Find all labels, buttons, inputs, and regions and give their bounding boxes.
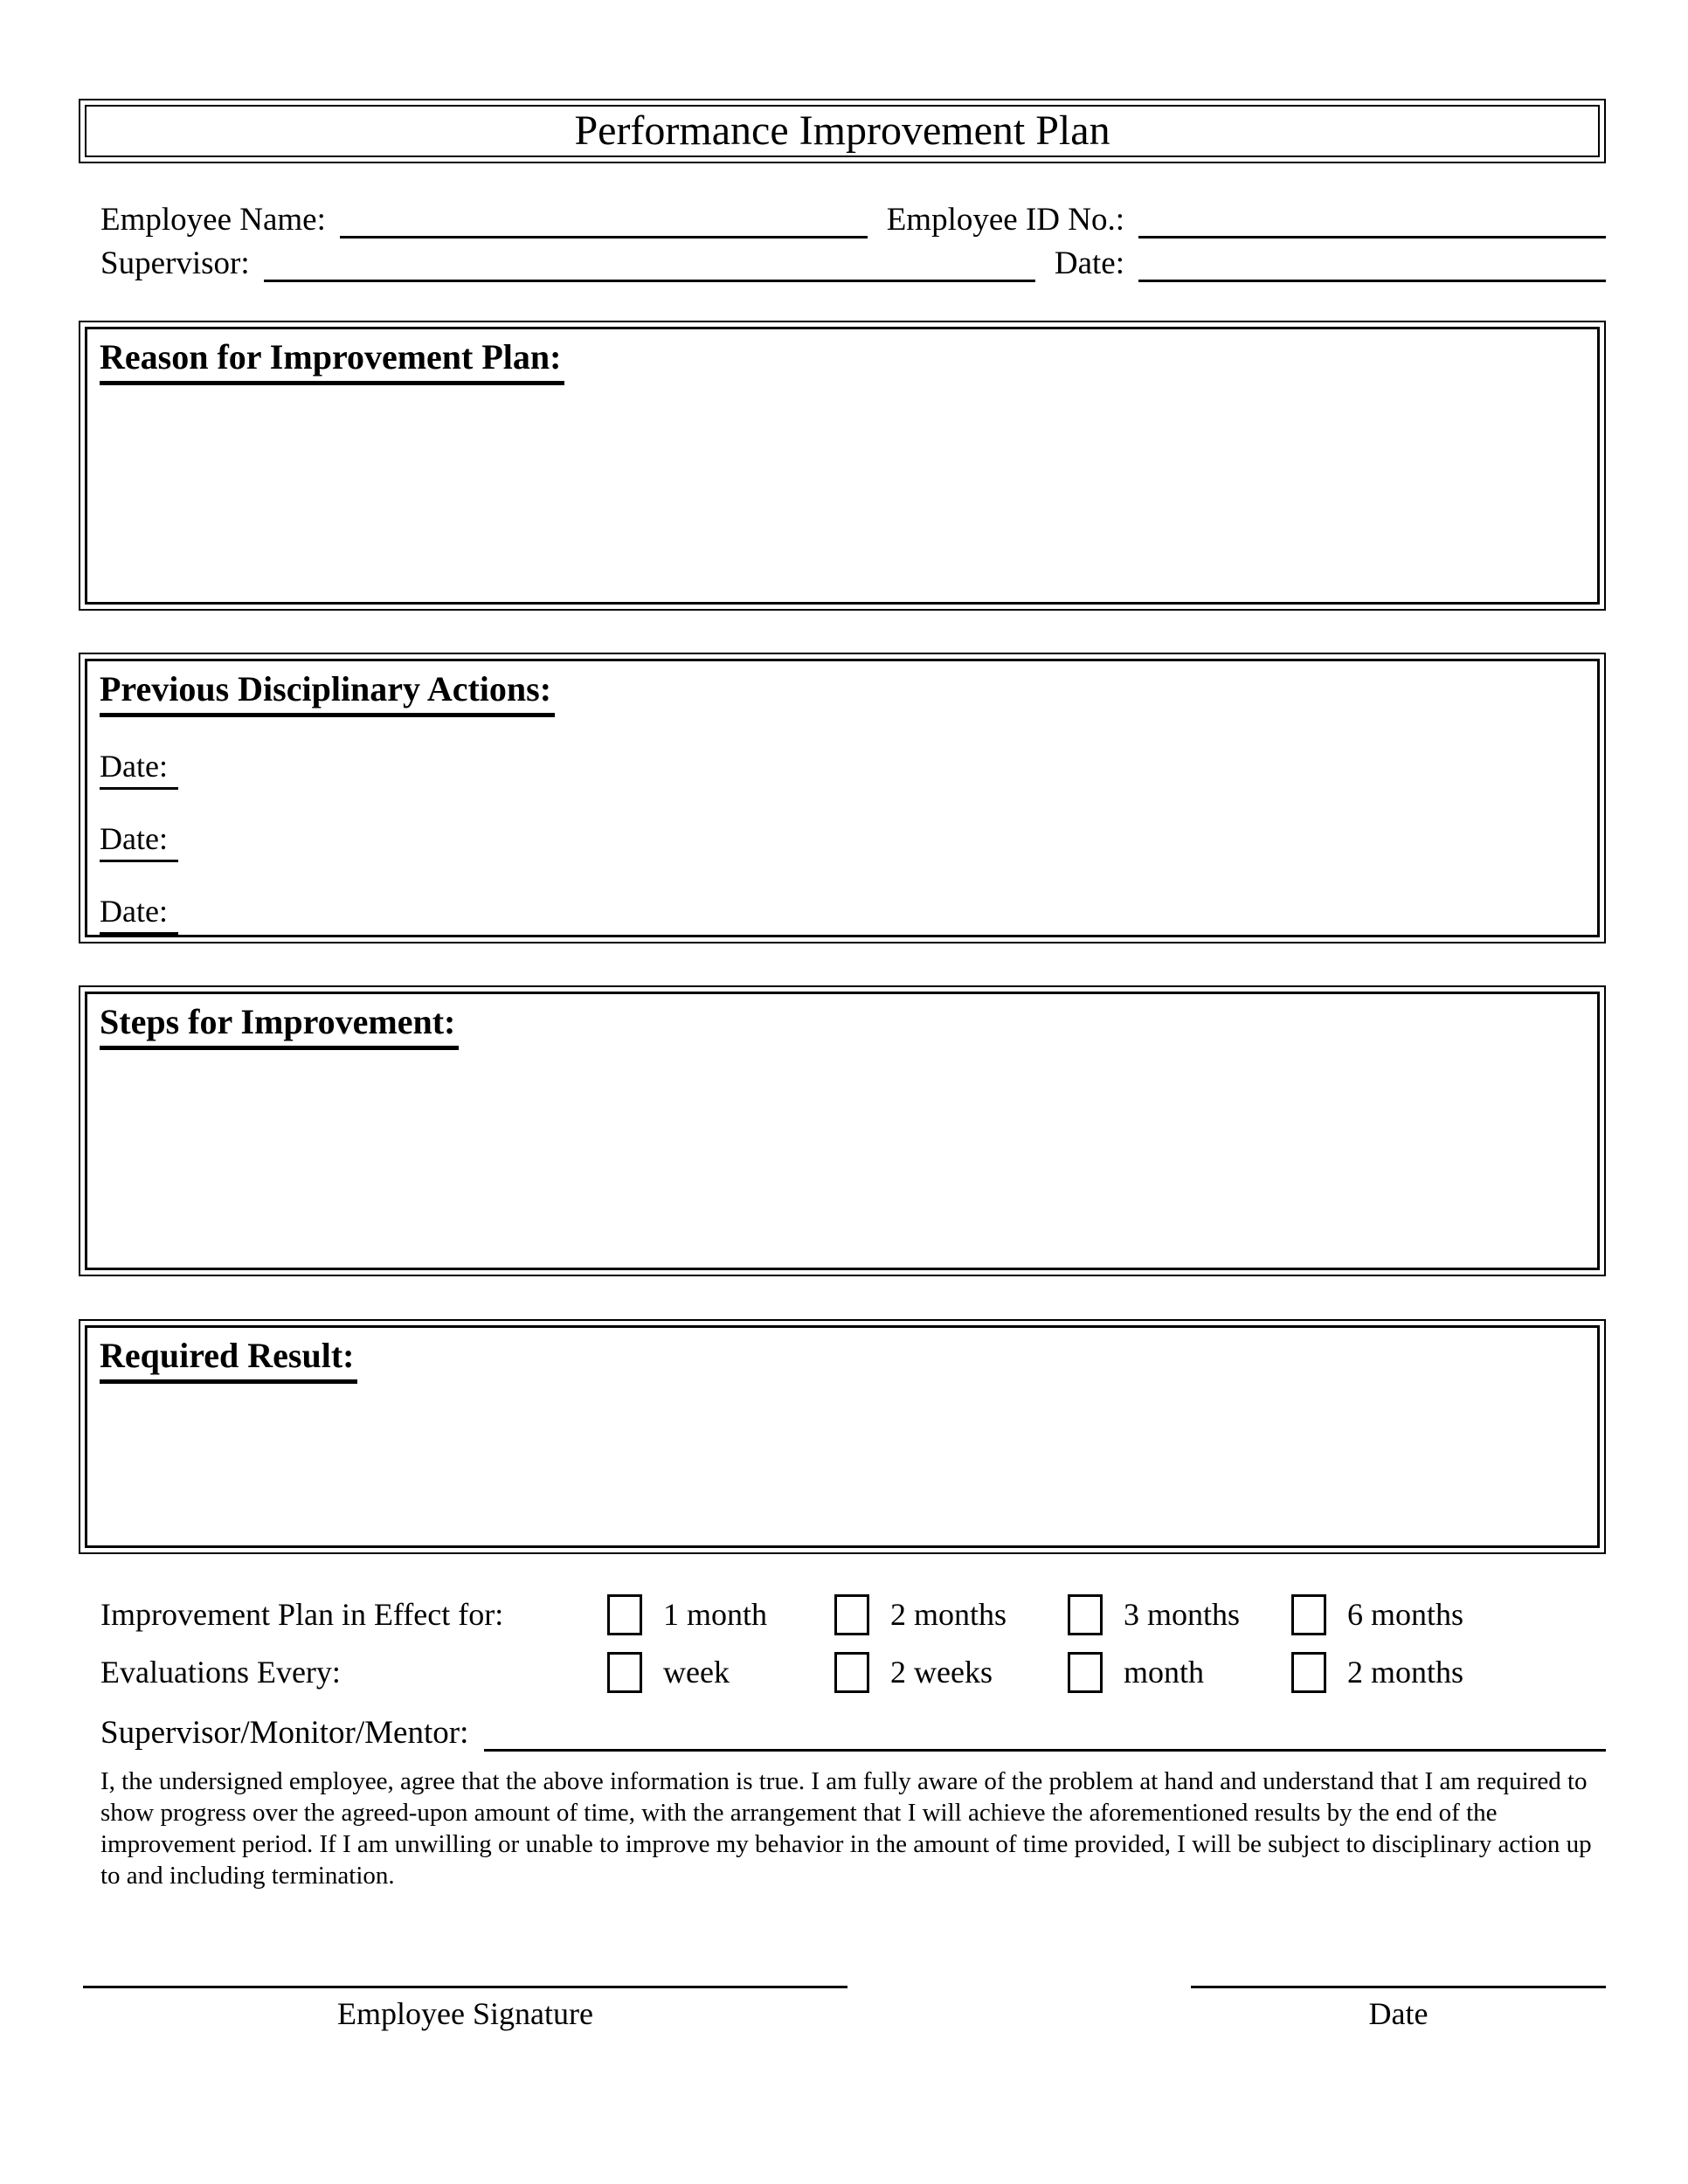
supervisor-label: Supervisor: bbox=[100, 245, 250, 281]
plan-duration-row bbox=[100, 1587, 1606, 1641]
option-eval-2-months bbox=[1291, 1652, 1463, 1693]
option-label: 6 months bbox=[1347, 1597, 1464, 1632]
checkbox-3-months[interactable] bbox=[1068, 1594, 1103, 1635]
reason-section bbox=[79, 321, 1606, 611]
checkbox-eval-2-months[interactable] bbox=[1291, 1652, 1326, 1693]
mentor-row bbox=[79, 1703, 1606, 1752]
employee-name-label: Employee Name: bbox=[100, 202, 326, 238]
employee-signature-line[interactable] bbox=[83, 1986, 847, 2032]
option-label: 3 months bbox=[1124, 1597, 1241, 1632]
checkbox-month[interactable] bbox=[1068, 1652, 1103, 1693]
signature-date-line[interactable] bbox=[1191, 1986, 1606, 2032]
option-label: 2 months bbox=[1347, 1655, 1464, 1690]
option-2-weeks bbox=[834, 1652, 1068, 1693]
option-6-months bbox=[1291, 1594, 1463, 1635]
disciplinary-date-row bbox=[100, 892, 1585, 935]
steps-section bbox=[79, 985, 1606, 1276]
previous-actions-heading: Previous Disciplinary Actions: bbox=[100, 668, 555, 717]
employee-name-row bbox=[100, 195, 1606, 238]
checkbox-6-months[interactable] bbox=[1291, 1594, 1326, 1635]
header-fields bbox=[79, 195, 1606, 282]
checkbox-week[interactable] bbox=[607, 1652, 642, 1693]
option-label: 2 months bbox=[890, 1597, 1007, 1632]
disciplinary-date-label-1[interactable]: Date: bbox=[100, 747, 178, 790]
option-2-months bbox=[834, 1594, 1068, 1635]
reason-heading: Reason for Improvement Plan: bbox=[100, 336, 564, 385]
option-1-month bbox=[607, 1594, 834, 1635]
evaluations-label: Evaluations Every: bbox=[100, 1655, 341, 1690]
page-title: Performance Improvement Plan bbox=[574, 107, 1110, 154]
required-result-heading: Required Result: bbox=[100, 1335, 357, 1384]
mentor-label: Supervisor/Monitor/Mentor: bbox=[100, 1715, 469, 1751]
employee-id-field[interactable] bbox=[1138, 198, 1606, 238]
checkbox-2-months[interactable] bbox=[834, 1594, 869, 1635]
option-week bbox=[607, 1652, 834, 1693]
supervisor-row bbox=[100, 238, 1606, 282]
option-label: week bbox=[663, 1655, 730, 1690]
option-3-months bbox=[1068, 1594, 1291, 1635]
previous-actions-section bbox=[79, 653, 1606, 943]
disciplinary-date-label-2[interactable]: Date: bbox=[100, 819, 178, 862]
option-label: 1 month bbox=[663, 1597, 768, 1632]
evaluations-row bbox=[100, 1645, 1606, 1699]
required-result-section bbox=[79, 1319, 1606, 1554]
plan-duration-label: Improvement Plan in Effect for: bbox=[100, 1597, 504, 1632]
checkbox-2-weeks[interactable] bbox=[834, 1652, 869, 1693]
date-label: Date: bbox=[1054, 245, 1124, 281]
employee-id-label: Employee ID No.: bbox=[886, 202, 1124, 238]
steps-heading: Steps for Improvement: bbox=[100, 1001, 459, 1050]
supervisor-field[interactable] bbox=[264, 242, 1035, 282]
plan-options bbox=[79, 1587, 1606, 1699]
employee-signature-label: Employee Signature bbox=[337, 1996, 593, 2031]
disciplinary-date-row bbox=[100, 747, 1585, 790]
disciplinary-date-label-3[interactable]: Date: bbox=[100, 892, 178, 935]
employee-name-field[interactable] bbox=[340, 198, 868, 238]
date-field[interactable] bbox=[1138, 242, 1606, 282]
option-month bbox=[1068, 1652, 1291, 1693]
mentor-field[interactable] bbox=[484, 1708, 1606, 1752]
title-box bbox=[79, 99, 1606, 163]
option-label: 2 weeks bbox=[890, 1655, 993, 1690]
option-label: month bbox=[1124, 1655, 1205, 1690]
signature-block bbox=[79, 1986, 1606, 2032]
signature-date-label: Date bbox=[1368, 1996, 1429, 2031]
checkbox-1-month[interactable] bbox=[607, 1594, 642, 1635]
disciplinary-date-row bbox=[100, 819, 1585, 862]
agreement-text: I, the undersigned employee, agree that the above information is true. I am fully aware of the problem at hand and understand that I am required to show progress over the agreed-upon amount of time, with the arrangement that I will achieve the aforementioned results by the end of the improvement period. If I am unwilling or unable to improve my behavior in the amount of time provided, I will be subject to disciplinary action up to and including termination. bbox=[100, 1767, 1592, 1890]
